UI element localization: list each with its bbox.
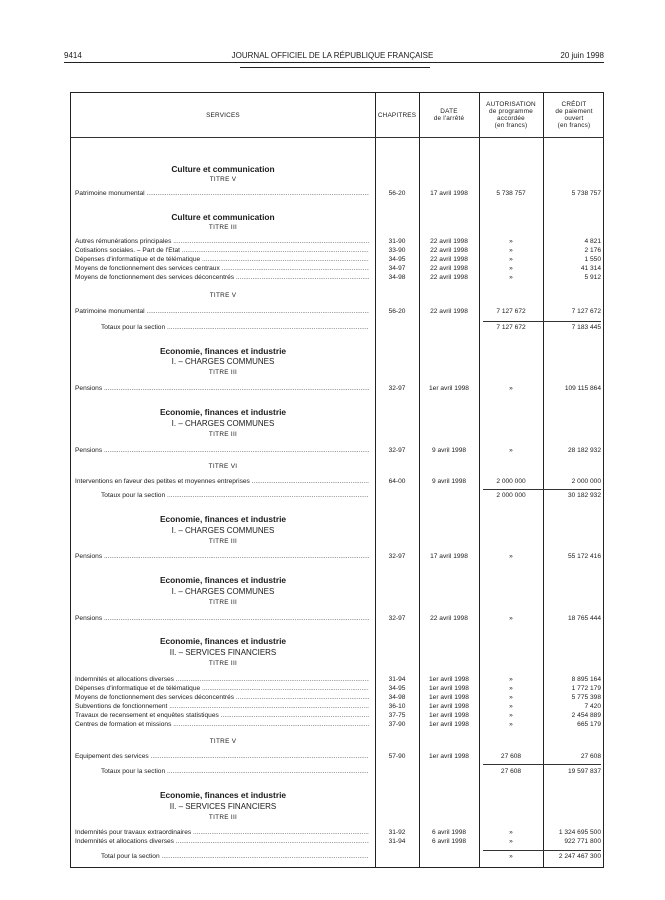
header-chapitres: CHAPITRES [377, 111, 417, 119]
credits-table: SERVICES CHAPITRES DATE de l'arrêté AUTORISATION de programme accordée (en francs) CRÉDIT de paiement ouvert (en francs) Culture et communication TITRE V Patrimoine monumental ..... 56-20 17 avril 1998 5 738 757 5 738 757 Culture et communication TITRE III Autres rémunérations principales ..... 31-90 22 avril 1998 » 4 821 Cotisations sociales. – Part de l'État ..... 33-90 22 avril 1998 » 2 176 Dépenses d'informatique et de télématique ..... 34-95 22 avril 1998 » 1 550 Moyens de fonctionnement des services centraux ..... 34-97 22 avril 1998 » 41 314 Moyens de fonctionnement des services déconcentrés ..... 34-98 22 avril 1998 » 5 912 TITRE V Patrimoine monumental ..... 56-20 22 avril 1998 7 127 672 7 127 672 Totaux pour la section ..... 7 127 672 7 183 445 Economie, finances et industrie I. – CHARGES COMMUNES TITRE III Pensions ..... 32-97 1er avril 1998 » 109 115 864 Economie, finances et industrie I. – CHARGES COMMUNES TITRE III Pensions ..... 32-97 9 avril 1998 » 28 182 932 TITRE VI Interventions en faveur des petites et moyennes entreprises ..... 64-00 9 avril 1998 2 000 000 2 000 000 Totaux pour la section ..... 2 000 000 30 182 932 Economie, finances et industrie I. – CHARGES COMMUNES TITRE III Pensions ..... 32-97 17 avril 1998 » 55 172 416 Economie, finances et industrie I. – CHARGES COMMUNES TITRE III Pensions ..... 32-97 22 avril 1998 » 18 765 444 Economie, finances et industrie II. – SERVICES FINANCIERS TITRE III Indemnités et allocations diverses ..... 31-94 1er avril 1998 » 8 895 164 Dépenses d'informatique et de télématique ..... 34-95 1er avril 1998 » 1 772 179 Moyens de fonctionnement des services déconcentrés ..... 34-98 1er avril 1998 » 5 775 398 Subventions de fonctionnement ..... 36-10 1er avril 1998 » 7 420 Travaux de recensement et enquêtes statistiques ..... 37-75 1er avril 1998 » 2 454 889 Centres de formation et missions ..... 37-90 1er avril 1998 » 665 179 TITRE V Equipement des services ..... 57-90 1er avril 1998 27 608 27 608 Totaux pour la section ..... 27 608 19 597 837 Economie, finances et industrie II. – SERVICES FINANCIERS TITRE III Indemnités pour travaux extraordinaires ..... 31-92 6 avril 1998 » 1 324 695 500 Indemnités et allocations diverses ..... 31-94 6 avril 1998 » 922 771 800 Total pour la section ..... » 2 247 467 300 [70, 92, 604, 868]
subtotal-rule [483, 850, 601, 851]
subtotal-rule [483, 489, 601, 490]
header-date: DATE de l'arrêté [433, 108, 465, 122]
header-services: SERVICES [206, 111, 240, 119]
issue-date: 20 juin 1998 [560, 51, 604, 60]
subtotal-rule [483, 321, 601, 322]
header-rule [64, 62, 604, 63]
subtotal-rule [483, 764, 601, 765]
page-number: 9414 [64, 51, 82, 60]
header-credit: CRÉDIT de paiement ouvert (en francs) [555, 101, 593, 129]
header-rule-secondary [240, 67, 430, 68]
header-autorisation: AUTORISATION de programme accordée (en francs) [486, 101, 536, 129]
journal-title: JOURNAL OFFICIEL DE LA RÉPUBLIQUE FRANÇAISE [231, 51, 434, 60]
header-bottom-rule [71, 137, 604, 138]
